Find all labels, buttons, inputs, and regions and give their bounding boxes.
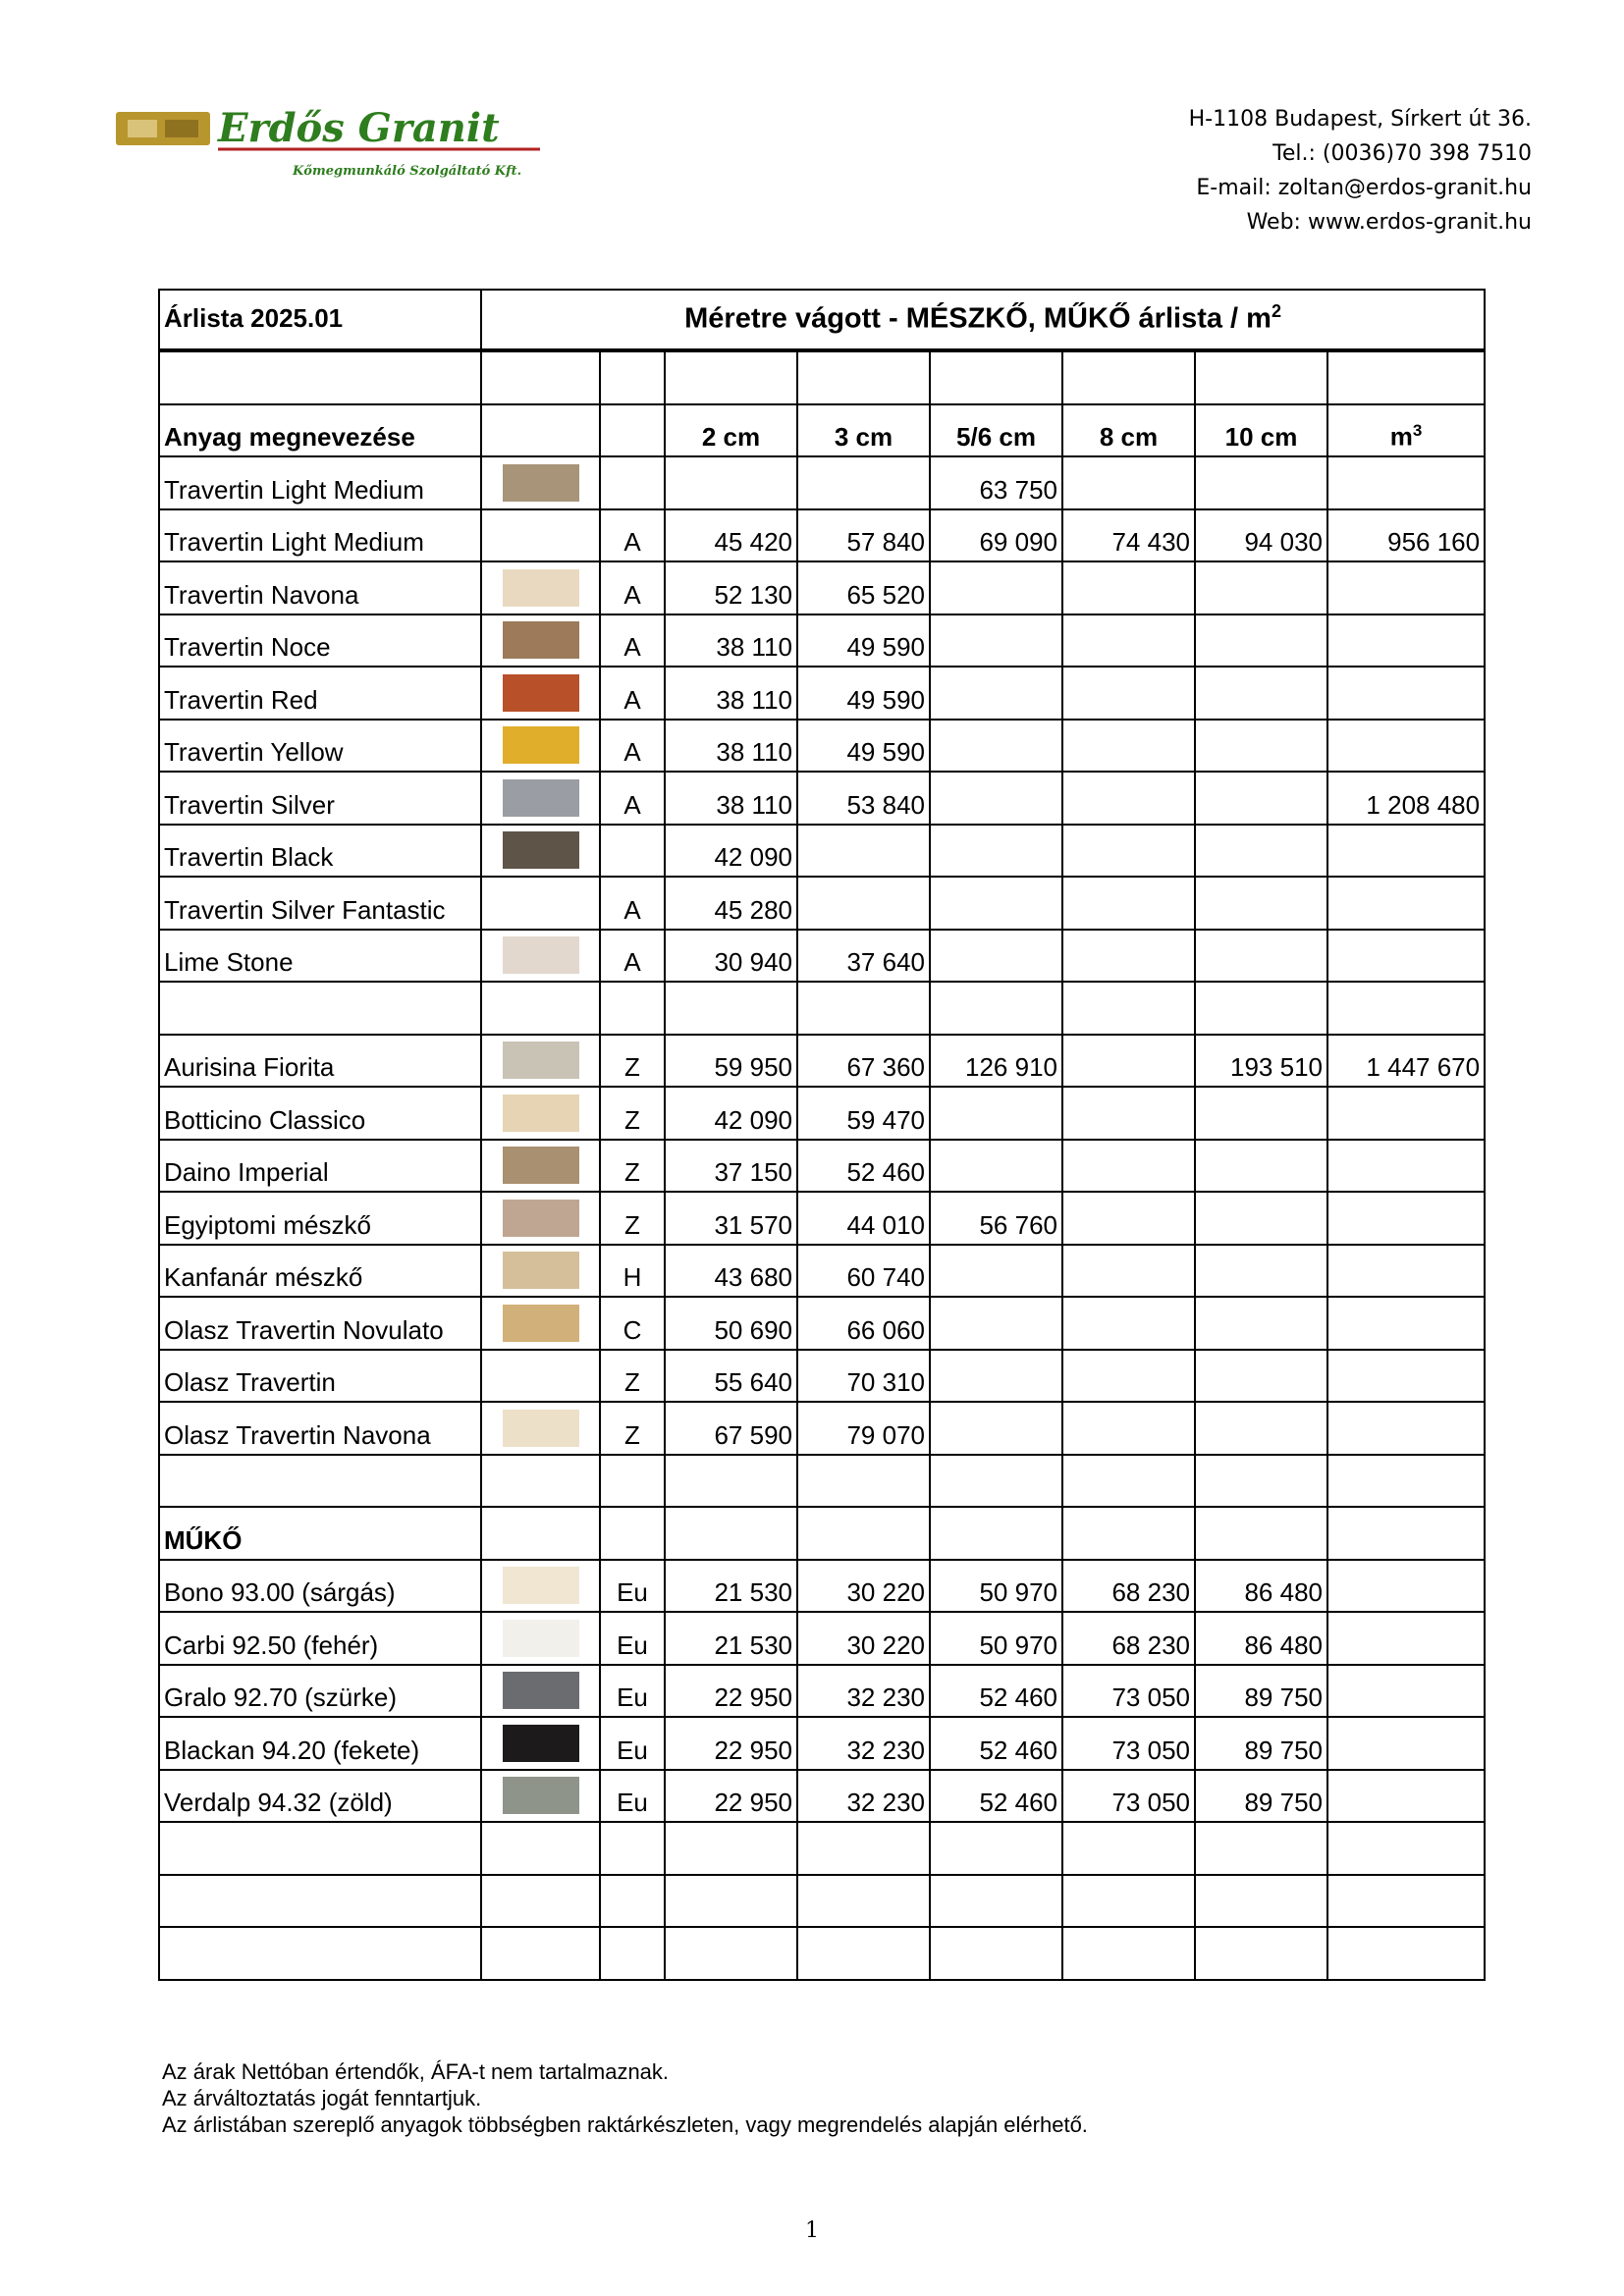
cell-material-name: Gralo 92.70 (szürke) — [159, 1665, 481, 1718]
cell-price-2cm: 22 950 — [665, 1665, 797, 1718]
cell-price-m3 — [1327, 825, 1485, 878]
cell-grade: A — [600, 509, 665, 562]
stone-sample-image — [503, 1620, 579, 1657]
cell-price-2cm: 22 950 — [665, 1770, 797, 1823]
section-header-row — [159, 1507, 1485, 1560]
stone-sample-image — [503, 726, 579, 764]
company-logo — [116, 102, 548, 192]
cell-swatch — [481, 825, 600, 878]
cell-material-name: Verdalp 94.32 (zöld) — [159, 1770, 481, 1823]
cell-material-name: Travertin Red — [159, 667, 481, 720]
blank-row — [159, 1822, 1485, 1875]
cell-material-name: Travertin Navona — [159, 561, 481, 614]
section-title-muko: MŰKŐ — [159, 1507, 481, 1560]
cell-price-3cm: 66 060 — [797, 1297, 930, 1350]
price-table-title-row — [159, 290, 1485, 350]
cell-price-8cm — [1062, 1297, 1195, 1350]
cell-price-2cm: 30 940 — [665, 930, 797, 983]
cell-price-8cm — [1062, 1087, 1195, 1140]
cell-price-56cm: 52 460 — [930, 1665, 1062, 1718]
company-web[interactable]: Web: www.erdos-granit.hu — [1246, 210, 1532, 235]
stone-sample-image — [503, 779, 579, 817]
cell-price-56cm: 63 750 — [930, 456, 1062, 509]
price-row — [159, 720, 1485, 773]
cell-material-name: Travertin Silver Fantastic — [159, 877, 481, 930]
cell-price-10cm — [1195, 561, 1327, 614]
cell-material-name: Travertin Yellow — [159, 720, 481, 773]
cell-material-name: Botticino Classico — [159, 1087, 481, 1140]
cell-price-10cm — [1195, 877, 1327, 930]
price-row — [159, 561, 1485, 614]
cell-swatch — [481, 1402, 600, 1455]
cell-price-m3 — [1327, 1665, 1485, 1718]
cell-material-name: Travertin Silver — [159, 772, 481, 825]
col-header-name: Anyag megnevezése — [159, 404, 481, 457]
cell-grade — [600, 456, 665, 509]
column-header-row — [159, 404, 1485, 457]
cell-swatch — [481, 561, 600, 614]
cell-grade: A — [600, 561, 665, 614]
cell-swatch — [481, 772, 600, 825]
stone-sample-image — [503, 674, 579, 712]
stone-sample-image — [503, 1147, 579, 1184]
cell-price-3cm: 57 840 — [797, 509, 930, 562]
cell-price-2cm: 52 130 — [665, 561, 797, 614]
cell-grade: Z — [600, 1140, 665, 1193]
cell-price-8cm: 73 050 — [1062, 1770, 1195, 1823]
stone-sample-image — [503, 621, 579, 659]
cell-price-2cm: 50 690 — [665, 1297, 797, 1350]
cell-price-56cm: 69 090 — [930, 509, 1062, 562]
price-row — [159, 1350, 1485, 1403]
price-row — [159, 1665, 1485, 1718]
price-table — [158, 289, 1486, 1981]
price-row — [159, 1612, 1485, 1665]
cell-grade: Eu — [600, 1612, 665, 1665]
cell-price-3cm: 59 470 — [797, 1087, 930, 1140]
company-contact — [1189, 102, 1532, 240]
col-header-56cm: 5/6 cm — [930, 404, 1062, 457]
cell-price-56cm — [930, 1350, 1062, 1403]
footer-note-vat: Az árak Nettóban értendők, ÁFA-t nem tartalmaznak. — [162, 2059, 670, 2084]
cell-price-56cm — [930, 825, 1062, 878]
cell-price-56cm — [930, 1402, 1062, 1455]
price-row — [159, 772, 1485, 825]
stone-sample-image — [503, 1672, 579, 1709]
cell-material-name: Lime Stone — [159, 930, 481, 983]
cell-swatch — [481, 1612, 600, 1665]
cell-price-3cm: 44 010 — [797, 1192, 930, 1245]
cell-price-3cm: 70 310 — [797, 1350, 930, 1403]
cell-material-name: Olasz Travertin Novulato — [159, 1297, 481, 1350]
stone-sample-image — [503, 1725, 579, 1762]
cell-grade: Eu — [600, 1665, 665, 1718]
cell-material-name: Travertin Light Medium — [159, 509, 481, 562]
cell-grade: Z — [600, 1087, 665, 1140]
cell-price-3cm — [797, 825, 930, 878]
cell-price-2cm: 45 420 — [665, 509, 797, 562]
cell-price-56cm — [930, 667, 1062, 720]
cell-price-56cm: 56 760 — [930, 1192, 1062, 1245]
cell-price-2cm: 31 570 — [665, 1192, 797, 1245]
stone-sample-image — [503, 1777, 579, 1814]
cell-price-m3 — [1327, 1717, 1485, 1770]
cell-price-m3 — [1327, 1560, 1485, 1613]
cell-price-10cm: 89 750 — [1195, 1770, 1327, 1823]
cell-price-56cm — [930, 1245, 1062, 1298]
cell-price-2cm: 38 110 — [665, 720, 797, 773]
cell-price-56cm — [930, 877, 1062, 930]
cell-price-3cm: 32 230 — [797, 1717, 930, 1770]
cell-price-3cm: 52 460 — [797, 1140, 930, 1193]
cell-price-10cm — [1195, 772, 1327, 825]
cell-grade: A — [600, 930, 665, 983]
blank-row — [159, 1875, 1485, 1928]
stone-sample-image — [503, 1041, 579, 1079]
col-header-3cm: 3 cm — [797, 404, 930, 457]
cell-price-2cm: 42 090 — [665, 1087, 797, 1140]
logo-graphic — [116, 102, 548, 192]
stone-sample-image — [503, 1305, 579, 1342]
cell-price-10cm — [1195, 1402, 1327, 1455]
cell-grade: A — [600, 720, 665, 773]
cell-swatch — [481, 667, 600, 720]
cell-price-m3 — [1327, 667, 1485, 720]
cell-price-2cm: 45 280 — [665, 877, 797, 930]
cell-price-2cm: 21 530 — [665, 1612, 797, 1665]
cell-price-56cm: 50 970 — [930, 1560, 1062, 1613]
cell-price-10cm — [1195, 1350, 1327, 1403]
cell-price-m3 — [1327, 1402, 1485, 1455]
cell-swatch — [481, 1087, 600, 1140]
cell-swatch — [481, 1035, 600, 1088]
cell-price-m3 — [1327, 877, 1485, 930]
cell-grade: H — [600, 1245, 665, 1298]
cell-price-2cm: 22 950 — [665, 1717, 797, 1770]
cell-price-10cm: 89 750 — [1195, 1665, 1327, 1718]
cell-price-3cm: 49 590 — [797, 614, 930, 667]
company-address: H-1108 Budapest, Sírkert út 36. — [1188, 107, 1532, 132]
cell-swatch — [481, 509, 600, 562]
cell-price-2cm: 21 530 — [665, 1560, 797, 1613]
cell-price-3cm: 49 590 — [797, 720, 930, 773]
cell-price-2cm: 55 640 — [665, 1350, 797, 1403]
cell-swatch — [481, 1297, 600, 1350]
cell-material-name: Blackan 94.20 (fekete) — [159, 1717, 481, 1770]
cell-price-2cm: 59 950 — [665, 1035, 797, 1088]
cell-price-56cm — [930, 930, 1062, 983]
cell-price-10cm: 86 480 — [1195, 1612, 1327, 1665]
cell-material-name: Travertin Black — [159, 825, 481, 878]
cell-material-name: Kanfanár mészkő — [159, 1245, 481, 1298]
cell-price-m3: 1 447 670 — [1327, 1035, 1485, 1088]
cell-price-56cm — [930, 561, 1062, 614]
cell-price-3cm: 30 220 — [797, 1612, 930, 1665]
cell-price-m3 — [1327, 1350, 1485, 1403]
cell-grade: Z — [600, 1035, 665, 1088]
cell-price-8cm — [1062, 930, 1195, 983]
cell-price-8cm — [1062, 720, 1195, 773]
cell-price-3cm: 79 070 — [797, 1402, 930, 1455]
cell-price-8cm: 68 230 — [1062, 1612, 1195, 1665]
blank-row — [159, 1927, 1485, 1980]
cell-material-name: Bono 93.00 (sárgás) — [159, 1560, 481, 1613]
cell-price-8cm — [1062, 667, 1195, 720]
cell-swatch — [481, 614, 600, 667]
cell-price-56cm: 50 970 — [930, 1612, 1062, 1665]
blank-row — [159, 1455, 1485, 1508]
cell-price-3cm: 65 520 — [797, 561, 930, 614]
cell-price-56cm: 52 460 — [930, 1770, 1062, 1823]
cell-price-3cm — [797, 456, 930, 509]
price-row — [159, 1560, 1485, 1613]
cell-grade: Z — [600, 1192, 665, 1245]
price-row — [159, 877, 1485, 930]
stone-sample-image — [503, 1410, 579, 1447]
page-number: 1 — [805, 2218, 819, 2243]
cell-swatch — [481, 1560, 600, 1613]
cell-price-3cm: 32 230 — [797, 1770, 930, 1823]
stone-sample-image — [503, 936, 579, 974]
cell-price-m3 — [1327, 930, 1485, 983]
cell-price-10cm — [1195, 614, 1327, 667]
cell-grade: Eu — [600, 1560, 665, 1613]
cell-price-56cm — [930, 1140, 1062, 1193]
cell-price-10cm — [1195, 930, 1327, 983]
cell-price-m3 — [1327, 1297, 1485, 1350]
footer-notes — [162, 2058, 1088, 2138]
cell-grade: A — [600, 877, 665, 930]
pricelist-title: Méretre vágott - MÉSZKŐ, MŰKŐ árlista / $m^2$ — [481, 290, 1485, 350]
stone-sample-image — [503, 1095, 579, 1132]
price-row — [159, 1192, 1485, 1245]
cell-price-10cm: 193 510 — [1195, 1035, 1327, 1088]
cell-grade: C — [600, 1297, 665, 1350]
cell-grade: A — [600, 614, 665, 667]
cell-swatch — [481, 456, 600, 509]
cell-material-name: Olasz Travertin — [159, 1350, 481, 1403]
cell-price-m3 — [1327, 456, 1485, 509]
price-row — [159, 1140, 1485, 1193]
price-row — [159, 1297, 1485, 1350]
cell-swatch — [481, 930, 600, 983]
cell-price-2cm: 38 110 — [665, 667, 797, 720]
cell-price-3cm: 37 640 — [797, 930, 930, 983]
cell-price-m3 — [1327, 1140, 1485, 1193]
cell-swatch — [481, 1665, 600, 1718]
cell-price-2cm: 38 110 — [665, 772, 797, 825]
price-row — [159, 509, 1485, 562]
cell-price-2cm: 42 090 — [665, 825, 797, 878]
cell-grade — [600, 825, 665, 878]
price-row — [159, 1402, 1485, 1455]
cell-price-10cm — [1195, 1140, 1327, 1193]
cell-material-name: Olasz Travertin Navona — [159, 1402, 481, 1455]
cell-price-10cm — [1195, 720, 1327, 773]
cell-price-10cm: 94 030 — [1195, 509, 1327, 562]
logo-subtitle: Kőmegmunkáló Szolgáltató Kft. — [293, 164, 522, 179]
cell-material-name: Travertin Light Medium — [159, 456, 481, 509]
cell-price-2cm: 37 150 — [665, 1140, 797, 1193]
cell-swatch — [481, 1245, 600, 1298]
footer-note-availability: Az árlistában szereplő anyagok többségben raktárkészleten, vagy megrendelés alapján elérhető. — [162, 2112, 1088, 2137]
cell-swatch — [481, 877, 600, 930]
stone-sample-image — [503, 569, 579, 607]
cell-price-10cm — [1195, 1245, 1327, 1298]
cell-price-m3 — [1327, 1770, 1485, 1823]
cell-price-m3: 956 160 — [1327, 509, 1485, 562]
cell-price-10cm: 89 750 — [1195, 1717, 1327, 1770]
cell-price-56cm: 52 460 — [930, 1717, 1062, 1770]
cell-price-56cm — [930, 614, 1062, 667]
cell-material-name: Carbi 92.50 (fehér) — [159, 1612, 481, 1665]
cell-grade: Eu — [600, 1770, 665, 1823]
cell-price-8cm — [1062, 772, 1195, 825]
cell-price-10cm — [1195, 667, 1327, 720]
price-row — [159, 825, 1485, 878]
price-row — [159, 1087, 1485, 1140]
cell-material-name: Daino Imperial — [159, 1140, 481, 1193]
company-email[interactable]: E-mail: zoltan@erdos-granit.hu — [1196, 176, 1532, 200]
cell-price-8cm — [1062, 1402, 1195, 1455]
cell-price-m3 — [1327, 1192, 1485, 1245]
cell-grade: Z — [600, 1402, 665, 1455]
pricelist-date: Árlista 2025.01 — [159, 290, 481, 350]
cell-price-3cm — [797, 877, 930, 930]
cell-price-10cm — [1195, 1297, 1327, 1350]
cell-price-56cm — [930, 720, 1062, 773]
cell-grade: A — [600, 667, 665, 720]
col-header-2cm: 2 cm — [665, 404, 797, 457]
cell-price-2cm — [665, 456, 797, 509]
price-row — [159, 456, 1485, 509]
cell-price-10cm: 86 480 — [1195, 1560, 1327, 1613]
cell-price-3cm: 67 360 — [797, 1035, 930, 1088]
cell-price-8cm — [1062, 561, 1195, 614]
cell-price-m3 — [1327, 1087, 1485, 1140]
stone-sample-image — [503, 831, 579, 869]
cell-price-8cm: 73 050 — [1062, 1717, 1195, 1770]
stone-sample-image — [503, 464, 579, 502]
cell-price-8cm — [1062, 1192, 1195, 1245]
company-phone: Tel.: (0036)70 398 7510 — [1272, 141, 1532, 166]
cell-price-10cm — [1195, 1192, 1327, 1245]
cell-price-8cm — [1062, 1350, 1195, 1403]
cell-price-3cm: 49 590 — [797, 667, 930, 720]
cell-price-3cm: 60 740 — [797, 1245, 930, 1298]
cell-price-m3 — [1327, 614, 1485, 667]
price-row — [159, 667, 1485, 720]
col-header-m3: $m^3$ — [1327, 404, 1485, 457]
cell-price-m3 — [1327, 561, 1485, 614]
cell-grade: A — [600, 772, 665, 825]
cell-price-56cm: 126 910 — [930, 1035, 1062, 1088]
cell-price-3cm: 53 840 — [797, 772, 930, 825]
cell-price-8cm — [1062, 456, 1195, 509]
logo-wordmark: Erdős Granit — [218, 105, 500, 151]
cell-price-56cm — [930, 1087, 1062, 1140]
price-row — [159, 1035, 1485, 1088]
cell-swatch — [481, 720, 600, 773]
cell-swatch — [481, 1770, 600, 1823]
cell-price-m3 — [1327, 1612, 1485, 1665]
cell-price-10cm — [1195, 456, 1327, 509]
cell-price-8cm: 74 430 — [1062, 509, 1195, 562]
price-row — [159, 614, 1485, 667]
cell-price-8cm — [1062, 1035, 1195, 1088]
cell-price-8cm — [1062, 1245, 1195, 1298]
blank-row — [159, 982, 1485, 1035]
cell-price-8cm — [1062, 825, 1195, 878]
stone-sample-image — [503, 1252, 579, 1289]
cell-swatch — [481, 1140, 600, 1193]
cell-price-56cm — [930, 772, 1062, 825]
spacer-row — [159, 350, 1485, 404]
price-row — [159, 1717, 1485, 1770]
price-row — [159, 930, 1485, 983]
cell-price-56cm — [930, 1297, 1062, 1350]
cell-material-name: Aurisina Fiorita — [159, 1035, 481, 1088]
cell-price-m3 — [1327, 720, 1485, 773]
price-row — [159, 1245, 1485, 1298]
cell-price-8cm — [1062, 877, 1195, 930]
cell-grade: Eu — [600, 1717, 665, 1770]
cell-price-2cm: 43 680 — [665, 1245, 797, 1298]
cell-price-8cm — [1062, 614, 1195, 667]
price-row — [159, 1770, 1485, 1823]
cell-swatch — [481, 1192, 600, 1245]
footer-note-price-change: Az árváltoztatás jogát fenntartjuk. — [162, 2086, 482, 2110]
cell-grade: Z — [600, 1350, 665, 1403]
cell-price-3cm: 32 230 — [797, 1665, 930, 1718]
cell-price-8cm: 68 230 — [1062, 1560, 1195, 1613]
cell-price-2cm: 38 110 — [665, 614, 797, 667]
stone-sample-image — [503, 1200, 579, 1237]
stone-sample-image — [503, 1567, 579, 1604]
cell-price-2cm: 67 590 — [665, 1402, 797, 1455]
cell-price-8cm: 73 050 — [1062, 1665, 1195, 1718]
cell-price-10cm — [1195, 825, 1327, 878]
cell-material-name: Travertin Noce — [159, 614, 481, 667]
cell-price-3cm: 30 220 — [797, 1560, 930, 1613]
cell-swatch — [481, 1717, 600, 1770]
cell-material-name: Egyiptomi mészkő — [159, 1192, 481, 1245]
cell-price-10cm — [1195, 1087, 1327, 1140]
col-header-10cm: 10 cm — [1195, 404, 1327, 457]
cell-price-8cm — [1062, 1140, 1195, 1193]
cell-swatch — [481, 1350, 600, 1403]
cell-price-m3 — [1327, 1245, 1485, 1298]
col-header-8cm: 8 cm — [1062, 404, 1195, 457]
cell-price-m3: 1 208 480 — [1327, 772, 1485, 825]
